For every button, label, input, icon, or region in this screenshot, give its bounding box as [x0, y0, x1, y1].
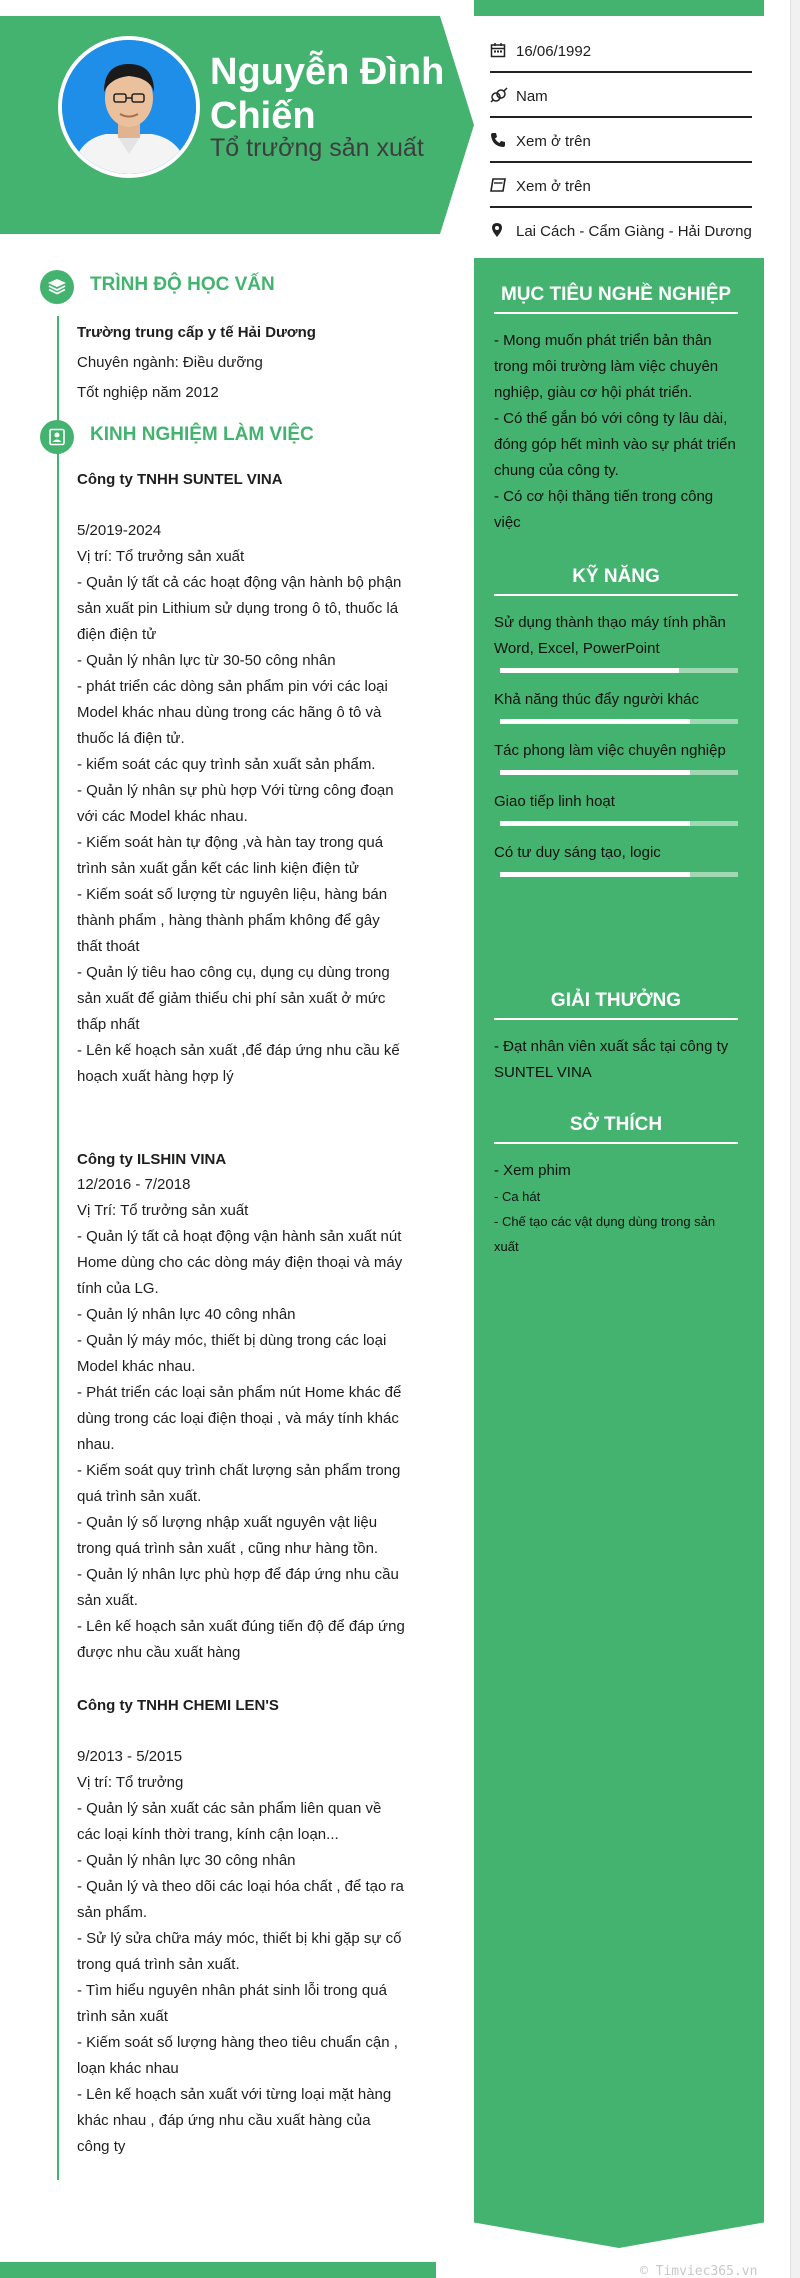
contact-list	[490, 36, 752, 259]
contact-text: 16/06/1992	[516, 43, 592, 60]
skill-bar	[500, 821, 738, 826]
skill-bar-fill	[500, 719, 690, 724]
awards-heading: GIẢI THƯỞNG	[494, 990, 738, 1020]
avatar	[58, 36, 200, 178]
job-entry	[77, 468, 407, 1090]
skill-bar	[500, 668, 738, 673]
education-school: Trường trung cấp y tế Hải Dương	[77, 324, 316, 341]
skill-bar-fill	[500, 872, 690, 877]
job-company: Công ty TNHH CHEMI LEN'S	[77, 1697, 279, 1714]
hobbies-section	[494, 1114, 738, 1259]
page-edge	[790, 0, 800, 2278]
job-company: Công ty TNHH SUNTEL VINA	[77, 471, 283, 488]
education-icon	[40, 270, 74, 304]
job-description: - Quản lý sản xuất các sản phẩm liên quan về các loại kính thời trang, kính cận loạn... - Quản lý nhân lực 30 công nhân - Quản lý và theo dõi các loại hóa chất , để tạo ra sản phẩm. - Sử lý sửa chữa máy móc, thiết bị khi gặp sự cố trong quá trình sản xuất. - Tìm hiểu nguyên nhân phát sinh lỗi trong quá trình sản xuất - Kiếm soát số lượng hàng theo tiêu chuẩn cận , loạn khác nhau - Lên kế hoạch sản xuất với từng loại mặt hàng khác nhau , đáp ứng nhu cầu xuất hàng của công ty	[77, 1800, 404, 2155]
skill-bar	[500, 770, 738, 775]
contact-text: Lai Cách - Cẩm Giàng - Hải Dương	[516, 223, 752, 240]
hobbies-heading: SỞ THÍCH	[494, 1114, 738, 1144]
skill-bar	[500, 719, 738, 724]
experience-heading: KINH NGHIỆM LÀM VIỆC	[90, 424, 314, 445]
skill-bar-fill	[500, 668, 679, 673]
skills-list	[494, 610, 738, 877]
skill-item	[494, 789, 738, 826]
timeline-line	[57, 316, 59, 2180]
contact-text: Xem ở trên	[516, 133, 591, 150]
skill-item	[494, 610, 738, 673]
skill-item	[494, 840, 738, 877]
skill-name: Có tư duy sáng tạo, logic	[494, 844, 661, 861]
job-period: 12/2016 - 7/2018	[77, 1176, 191, 1193]
education-graduation: Tốt nghiệp năm 2012	[77, 384, 219, 401]
contact-phone	[490, 126, 752, 163]
skill-item	[494, 687, 738, 724]
objective-text: - Mong muốn phát triển bản thân trong môi trường làm việc chuyên nghiệp, giàu cơ hội phát triển. - Có thể gắn bó với công ty lâu dài, đóng góp hết mình vào sự phát triển chung của công ty. - Có cơ hội thăng tiến trong công việc	[494, 332, 736, 531]
skills-heading: KỸ NĂNG	[494, 566, 738, 596]
contact-birthdate	[490, 36, 752, 73]
education-heading: TRÌNH ĐỘ HỌC VẤN	[90, 274, 275, 295]
objective-section	[494, 284, 738, 536]
location-icon	[490, 220, 516, 246]
bottom-accent-strip	[0, 2262, 436, 2278]
email-icon	[490, 175, 516, 201]
hobby-item: - Chế tạo các vật dụng dùng trong sản xuất	[494, 1214, 716, 1254]
job-entry	[77, 1694, 407, 2160]
awards-text: - Đạt nhân viên xuất sắc tại công ty SUNTEL VINA	[494, 1038, 729, 1081]
contact-gender	[490, 81, 752, 118]
education-major: Chuyên ngành: Điều dưỡng	[77, 354, 263, 371]
watermark: © Timviec365.vn	[640, 2264, 758, 2278]
job-role: Vị trí: Tổ trưởng	[77, 1774, 184, 1791]
spacer	[77, 1718, 407, 1744]
job-description: - Quản lý tất cả các hoạt động vận hành bộ phận sản xuất pin Lithium sử dụng trong ô tô, thuốc lá điện điện tử - Quản lý nhân lực từ 30-50 công nhân - phát triển các dòng sản phẩm pin với các loại Model khác nhau dùng trong các hãng ô tô và thuốc lá điện tử. - kiểm soát các quy trình sản xuất sản phẩm. - Quản lý nhân sự phù hợp Với từng công đoạn với các Model khác nhau. - Kiếm soát hàn tự động ,và hàn tay trong quá trình sản xuất gắn kết các linh kiện điện tử - Kiếm soát số lượng từ nguyên liệu, hàng bán thành phẩm , hàng thành phẩm không để gây thất thoát - Quản lý tiêu hao công cụ, dụng cụ dùng trong sản xuất để giảm thiểu chi phí sản xuất ở mức thấp nhất - Lên kế hoạch sản xuất ,để đáp ứng nhu cầu kế hoạch xuất hàng hợp lý	[77, 574, 402, 1085]
awards-section	[494, 990, 738, 1086]
candidate-name: Nguyễn Đình Chiến	[210, 51, 445, 137]
candidate-title: Tổ trưởng sản xuất	[210, 134, 424, 162]
job-company: Công ty ILSHIN VINA	[77, 1151, 227, 1168]
hobby-item: - Xem phim	[494, 1162, 571, 1179]
hobby-item: - Ca hát	[494, 1189, 541, 1204]
job-period: 9/2013 - 5/2015	[77, 1748, 183, 1765]
skill-bar-fill	[500, 770, 690, 775]
job-role: Vị trí: Tổ trưởng sản xuất	[77, 548, 245, 565]
contact-text: Nam	[516, 88, 548, 105]
experience-icon	[40, 420, 74, 454]
contact-email	[490, 171, 752, 208]
education-entry	[77, 318, 407, 408]
job-period: 5/2019-2024	[77, 522, 162, 539]
skill-bar-fill	[500, 821, 690, 826]
skill-bar	[500, 872, 738, 877]
skill-name: Tác phong làm việc chuyên nghiệp	[494, 742, 726, 759]
skill-name: Khả năng thúc đẩy người khác	[494, 691, 700, 708]
contact-address	[490, 216, 752, 251]
skills-section	[494, 566, 738, 891]
avatar-photo	[62, 40, 196, 174]
job-description: - Quản lý tất cả hoạt động vận hành sản xuất nút Home dùng cho các dòng máy điện thoại và máy tính của LG. - Quản lý nhân lực 40 công nhân - Quản lý máy móc, thiết bị dùng trong các loại Model khác nhau. - Phát triển các loại sản phẩm nút Home khác để dùng trong các loại điện thoại , và máy tính khác nhau. - Kiếm soát quy trình chất lượng sản phẩm trong quá trình sản xuất. - Quản lý số lượng nhập xuất nguyên vật liệu trong quá trình sản xuất , cũng như hàng tồn. - Quản lý nhân lực phù hợp để đáp ứng nhu cầu sản xuất. - Lên kế hoạch sản xuất đúng tiến độ để đáp ứng được nhu cầu xuất hàng	[77, 1228, 405, 1661]
contact-text: Xem ở trên	[516, 178, 591, 195]
spacer	[77, 492, 407, 518]
skill-item	[494, 738, 738, 775]
job-entry	[77, 1148, 407, 1666]
calendar-icon	[490, 40, 516, 66]
skill-name: Sử dụng thành thạo máy tính phần Word, Excel, PowerPoint	[494, 614, 726, 657]
phone-icon	[490, 130, 516, 156]
job-role: Vị Trí: Tổ trưởng sản xuất	[77, 1202, 249, 1219]
objective-heading: MỤC TIÊU NGHỀ NGHIỆP	[494, 284, 738, 314]
gender-icon	[490, 85, 516, 111]
right-column-arrow	[474, 2218, 764, 2248]
skill-name: Giao tiếp linh hoạt	[494, 793, 615, 810]
top-accent-strip	[474, 0, 764, 16]
